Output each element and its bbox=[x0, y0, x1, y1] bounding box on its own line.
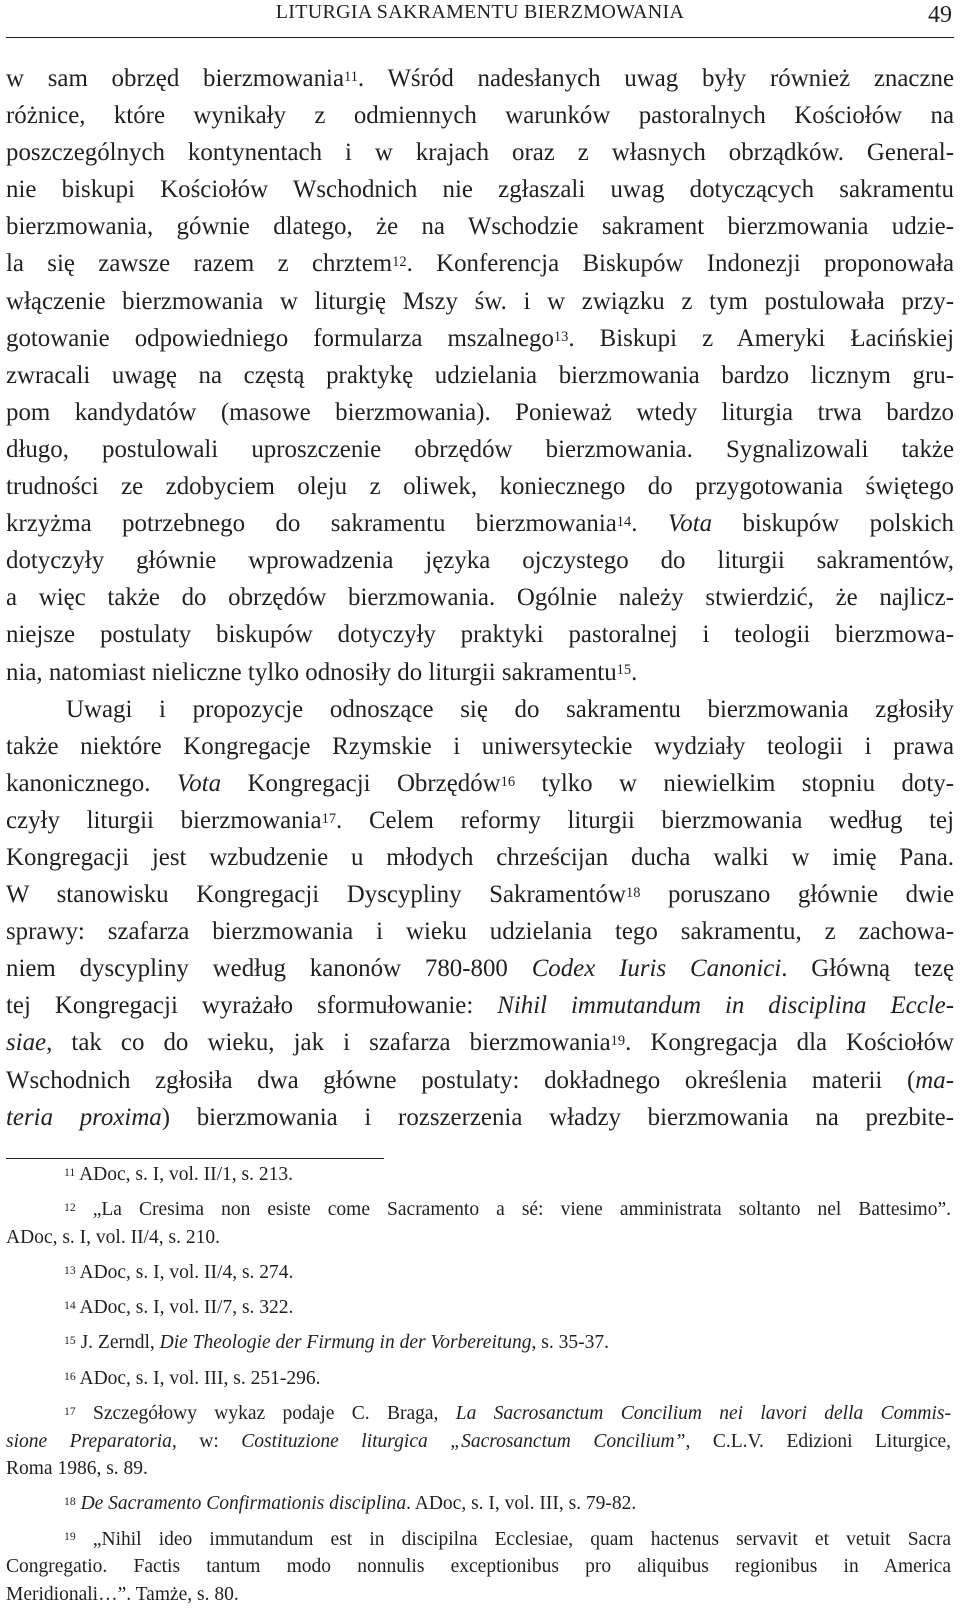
body-line bbox=[6, 60, 954, 97]
text-run: Kongregacji Obrzędów bbox=[221, 769, 501, 797]
text-run: poszczególnych kontynentach i w krajach oraz z własnych obrządków. General- bbox=[6, 139, 954, 167]
footnote-ref: 15 bbox=[616, 662, 632, 679]
footnote-line bbox=[6, 1455, 951, 1483]
text-run: „Nihil ideo immutandum est in discipilna Ecclesiae, quam hactenus servavit et vetuit Sacra bbox=[75, 1528, 951, 1550]
footnote-ref: 19 bbox=[610, 1033, 626, 1050]
footnote-ref: 11 bbox=[344, 68, 358, 85]
running-header bbox=[0, 0, 960, 40]
text-run: Kongregacji jest wzbudzenie u młodych chrześcijan ducha walki w imię Pana. bbox=[6, 843, 954, 871]
text-run: ADoc, s. I, vol. II/7, s. 322. bbox=[75, 1297, 294, 1319]
text-run: . Kongregacja dla Kościołów bbox=[625, 1029, 954, 1057]
text-run: także niektóre Kongregacje Rzymskie i uniwersyteckie wydziały teologii i prawa bbox=[6, 732, 954, 760]
italic-run: siae bbox=[6, 1029, 47, 1057]
body-line bbox=[6, 542, 954, 579]
text-run: la się zawsze razem z chrztem bbox=[6, 250, 393, 278]
body-line bbox=[6, 839, 954, 876]
text-run: bierzmowania, gównie dlatego, że na Wschodzie sakrament bierzmowania udzie- bbox=[6, 213, 954, 241]
text-run: . Biskupi z Ameryki Łacińskiej bbox=[568, 324, 954, 352]
footnote-ref: 13 bbox=[553, 328, 569, 345]
body-line bbox=[6, 1062, 954, 1099]
footnote-ref: 17 bbox=[64, 1404, 76, 1418]
text-run: poruszano głównie dwie bbox=[640, 881, 954, 909]
italic-run: La Sacrosanctum Concilium nei lavori della Commis- bbox=[455, 1402, 952, 1424]
body-line bbox=[6, 505, 954, 542]
footnote-ref: 18 bbox=[64, 1495, 76, 1509]
footnote-ref: 14 bbox=[616, 514, 632, 531]
text-run: trudności ze zdobyciem oleju z oliwek, koniecznego do przygotowania świętego bbox=[6, 473, 954, 501]
footnote-ref: 13 bbox=[64, 1263, 76, 1277]
text-run: Wschodnich zgłosiła dwa główne postulaty: dokładnego określenia materii ( bbox=[6, 1066, 916, 1094]
italic-run: teria proxima bbox=[6, 1103, 162, 1131]
body-line bbox=[6, 876, 954, 913]
body-line bbox=[6, 97, 954, 134]
footnote-line bbox=[6, 1294, 951, 1322]
text-run: Meridionali…”. Tamże, s. 80. bbox=[6, 1583, 239, 1605]
body-line bbox=[6, 468, 954, 505]
text-run: . bbox=[631, 658, 638, 686]
text-run: krzyżma potrzebnego do sakramentu bierzmowania bbox=[6, 510, 617, 538]
text-run: nie biskupi Kościołów Wschodnich nie zgłaszali uwag dotyczących sakramentu bbox=[6, 176, 954, 204]
footnote-ref: 16 bbox=[500, 773, 516, 790]
footnotes bbox=[6, 1161, 951, 1609]
body-line bbox=[6, 802, 954, 839]
footnote-line bbox=[6, 1526, 951, 1554]
text-run: a więc także do obrzędów bierzmowania. Ogólnie należy stwierdzić, że najlicz- bbox=[6, 584, 954, 612]
footnote-gap bbox=[6, 1252, 951, 1260]
footnote-gap bbox=[6, 1287, 951, 1295]
text-run: różnice, które wynikały z odmiennych warunków pastoralnych Kościołów na bbox=[6, 102, 954, 130]
body-line bbox=[6, 134, 954, 171]
page-number: 49 bbox=[928, 2, 952, 28]
text-run: . Główną tezę bbox=[781, 955, 954, 983]
italic-run: sione Preparatoria bbox=[6, 1430, 172, 1452]
italic-run: Nihil immutandum in disciplina Eccle- bbox=[497, 992, 954, 1020]
footnote-line bbox=[6, 1161, 951, 1189]
text-run: długo, postulowali uproszczenie obrzędów bierzmowania. Sygnalizowali także bbox=[6, 435, 954, 463]
body-line bbox=[6, 765, 954, 802]
body-line bbox=[6, 691, 954, 728]
footnote-line bbox=[6, 1365, 951, 1393]
text-run: w sam obrzęd bierzmowania bbox=[6, 65, 345, 92]
text-run: Szczegółowy wykaz podaje C. Braga, bbox=[75, 1402, 456, 1424]
text-run: . bbox=[631, 510, 668, 538]
text-run: czyły liturgii bierzmowania bbox=[6, 806, 322, 834]
footnote-line bbox=[6, 1553, 951, 1581]
footnote-ref: 16 bbox=[64, 1369, 76, 1383]
text-run: kanonicznego. bbox=[6, 769, 177, 797]
text-run: Congregatio. Factis tantum modo nonnulis exceptionibus pro aliquibus regionibus in America bbox=[6, 1556, 951, 1578]
footnote-gap bbox=[6, 1518, 951, 1526]
text-run: . Konferencja Biskupów Indonezji proponowała bbox=[406, 250, 955, 278]
footnote-gap bbox=[6, 1357, 951, 1365]
footnote-gap bbox=[6, 1322, 951, 1330]
text-run: włączenie bierzmowania w liturgię Mszy św. i w związku z tym postulowała przy- bbox=[6, 287, 954, 315]
footnote-ref: 17 bbox=[321, 810, 337, 827]
text-run: ) bierzmowania i rozszerzenia władzy bierzmowania na prezbite- bbox=[161, 1103, 954, 1131]
footnote-separator bbox=[6, 1158, 384, 1159]
text-run: . Wśród nadesłanych uwag były również znaczne bbox=[357, 65, 954, 92]
header-rule bbox=[6, 37, 954, 38]
text-run: Uwagi i propozycje odnoszące się do sakramentu bierzmowania zgłosiły bbox=[66, 695, 954, 723]
text-run: , s. 35-37. bbox=[531, 1332, 610, 1354]
body-line bbox=[6, 1099, 954, 1136]
footnote-line bbox=[6, 1224, 951, 1252]
body-line bbox=[6, 950, 954, 987]
footnote-ref: 14 bbox=[64, 1299, 76, 1313]
footnote-line bbox=[6, 1400, 951, 1428]
footnote-ref: 12 bbox=[64, 1201, 76, 1215]
body-line bbox=[6, 283, 954, 320]
text-run: niejsze postulaty biskupów dotyczyły praktyki pastoralnej i teologii bierzmowa- bbox=[6, 621, 954, 649]
italic-run: Die Theologie der Firmung in der Vorbereitung bbox=[159, 1332, 532, 1354]
footnote-ref: 18 bbox=[625, 885, 641, 902]
footnote-gap bbox=[6, 1483, 951, 1491]
text-run: , w: bbox=[171, 1430, 242, 1452]
body-line bbox=[6, 357, 954, 394]
body-line bbox=[6, 1024, 954, 1061]
body-line bbox=[6, 616, 954, 653]
footnote-line bbox=[6, 1581, 951, 1609]
body-line bbox=[6, 171, 954, 208]
body-text bbox=[6, 60, 954, 1136]
text-run: , C.L.V. Edizioni Liturgice, bbox=[685, 1430, 952, 1452]
text-run: ADoc, s. I, vol. II/1, s. 213. bbox=[75, 1164, 294, 1185]
italic-run: Codex Iuris Canonici bbox=[531, 955, 782, 983]
text-run: W stanowisku Kongregacji Dyscypliny Sakramentów bbox=[6, 881, 626, 909]
italic-run: Vota bbox=[176, 769, 222, 797]
footnote-line bbox=[6, 1490, 951, 1518]
text-run: Roma 1986, s. 89. bbox=[6, 1458, 148, 1480]
text-run: nia, natomiast nieliczne tylko odnosiły do liturgii sakramentu bbox=[6, 658, 617, 686]
text-run: zwracali uwagę na częstą praktykę udzielania bierzmowania bardzo licznym gru- bbox=[6, 361, 954, 389]
footnote-gap bbox=[6, 1189, 951, 1197]
footnote-line bbox=[6, 1259, 951, 1287]
running-title: LITURGIA SAKRAMENTU BIERZMOWANIA bbox=[275, 1, 685, 23]
text-run: pom kandydatów (masowe bierzmowania). Ponieważ wtedy liturgia trwa bardzo bbox=[6, 398, 954, 426]
text-run: . Celem reformy liturgii bierzmowania według tej bbox=[336, 806, 955, 834]
text-run: dotyczyły głównie wprowadzenia języka ojczystego do liturgii sakramentów, bbox=[6, 547, 954, 575]
italic-run: ma- bbox=[915, 1066, 954, 1094]
body-line bbox=[6, 987, 954, 1024]
text-run: tej Kongregacji wyrażało sformułowanie: bbox=[6, 992, 498, 1020]
italic-run: De Sacramento Confirmationis disciplina bbox=[80, 1493, 407, 1515]
text-run: niem dyscypliny według kanonów 780-800 bbox=[6, 955, 532, 983]
body-line bbox=[6, 728, 954, 765]
text-run: J. Zerndl, bbox=[75, 1332, 160, 1354]
text-run: „La Cresima non esiste come Sacramento a sé: viene amministrata soltanto nel Battesimo”. bbox=[75, 1199, 951, 1221]
text-run: biskupów polskich bbox=[712, 510, 954, 538]
footnote-line bbox=[6, 1196, 951, 1224]
footnote-line bbox=[6, 1428, 951, 1456]
body-line bbox=[6, 320, 954, 357]
text-run: sprawy: szafarza bierzmowania i wieku udzielania tego sakramentu, z zachowa- bbox=[6, 918, 954, 946]
body-line bbox=[6, 245, 954, 282]
text-run: , tak co do wieku, jak i szafarza bierzmowania bbox=[46, 1029, 611, 1057]
footnote-ref: 11 bbox=[64, 1165, 76, 1179]
text-run: ADoc, s. I, vol. II/4, s. 210. bbox=[6, 1226, 220, 1248]
footnote-gap bbox=[6, 1392, 951, 1400]
body-line bbox=[6, 579, 954, 616]
text-run: . ADoc, s. I, vol. III, s. 79-82. bbox=[406, 1493, 637, 1515]
footnote-line bbox=[6, 1329, 951, 1357]
footnote-ref: 15 bbox=[64, 1334, 76, 1348]
body-line bbox=[6, 654, 954, 691]
italic-run: Vota bbox=[667, 510, 713, 538]
text-run: ADoc, s. I, vol. III, s. 251-296. bbox=[75, 1367, 321, 1389]
text-run: tylko w niewielkim stopniu doty- bbox=[515, 769, 955, 797]
italic-run: Costituzione liturgica „Sacrosanctum Concilium” bbox=[241, 1430, 686, 1452]
footnote-ref: 19 bbox=[64, 1530, 76, 1544]
body-line bbox=[6, 431, 954, 468]
text-run: ADoc, s. I, vol. II/4, s. 274. bbox=[75, 1262, 294, 1284]
text-run: gotowanie odpowiedniego formularza mszalnego bbox=[6, 324, 554, 352]
body-line bbox=[6, 394, 954, 431]
body-line bbox=[6, 208, 954, 245]
body-line bbox=[6, 913, 954, 950]
footnote-ref: 12 bbox=[392, 254, 407, 271]
